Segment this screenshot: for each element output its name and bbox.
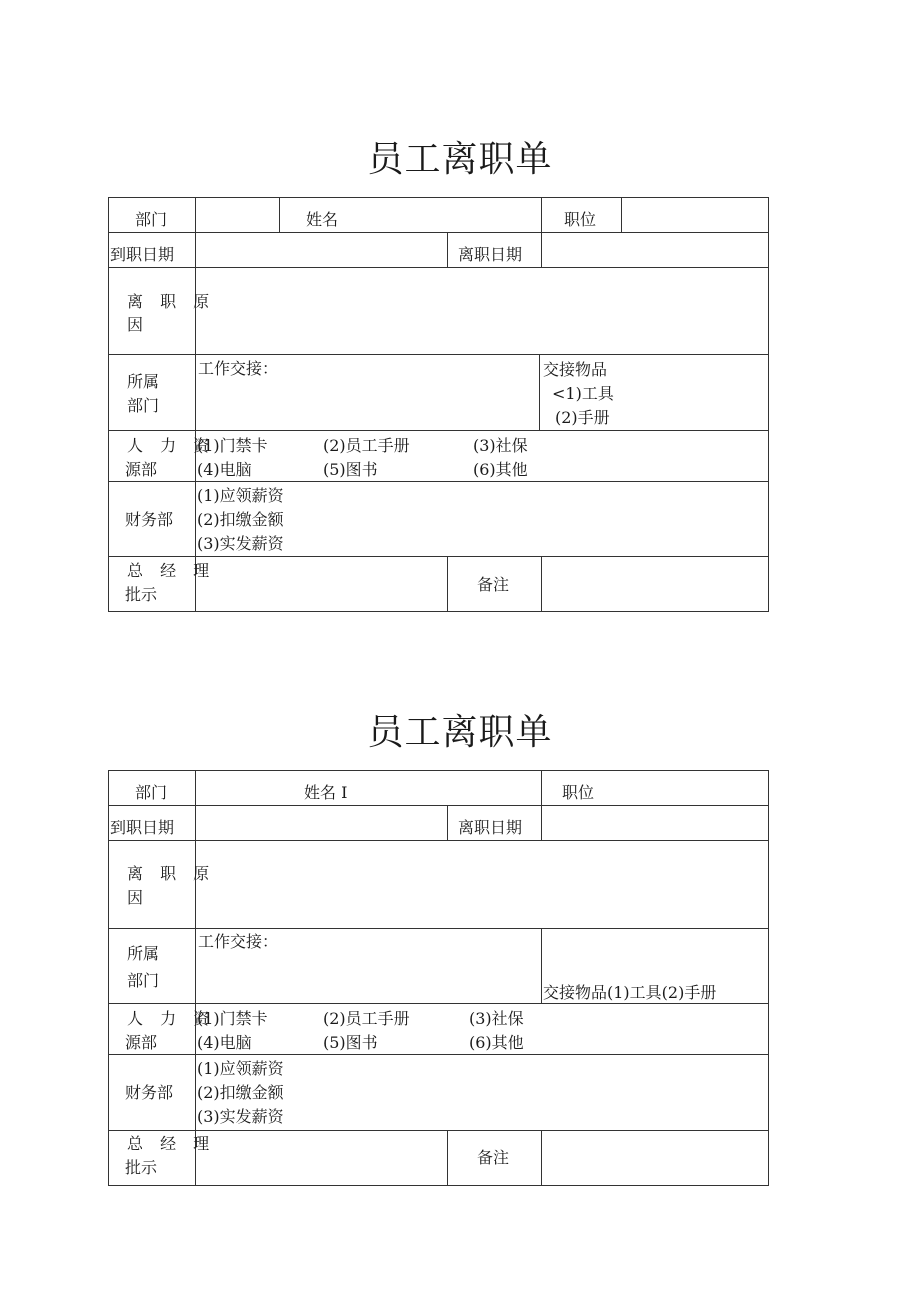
finance-item-payable: (1)应领薪资 [197,486,284,505]
items-tools: <1)工具 [552,384,614,403]
hr-item-other: (6)其他 [473,460,528,479]
position-label: 职位 [562,783,595,802]
dept-label: 部门 [135,210,168,229]
finance-label: 财务部 [125,510,174,529]
items-label: 交接物品 [543,360,608,379]
hr-label-2: 源部 [125,1033,158,1052]
hr-item-social-security: (3)社保 [469,1009,524,1028]
finance-label: 财务部 [125,1083,174,1102]
finance-item-deduction: (2)扣缴金额 [197,510,284,529]
hr-item-handbook: (2)员工手册 [323,1009,410,1028]
reason-label: 离 职 原 [127,864,216,883]
hr-item-other: (6)其他 [469,1033,524,1052]
remark-label: 备注 [477,1148,510,1167]
hr-item-access-card: (1)门禁卡 [197,1009,268,1028]
hr-item-social-security: (3)社保 [473,436,528,455]
hr-item-handbook: (2)员工手册 [323,436,410,455]
reason-label-2: 因 [127,888,144,907]
hr-item-books: (5)图书 [323,460,378,479]
position-label: 职位 [564,210,597,229]
finance-item-net: (3)实发薪资 [197,1107,284,1126]
name-label: 姓名 [306,210,339,229]
finance-item-deduction: (2)扣缴金额 [197,1083,284,1102]
dept-label: 部门 [135,783,168,802]
work-handover-label: 工作交接： [198,932,279,951]
hr-item-books: (5)图书 [323,1033,378,1052]
name-label: 姓名 I [304,783,348,802]
hr-label: 人 力 资 [127,1009,216,1028]
hr-label-2: 源部 [125,460,158,479]
leave-date-label: 离职日期 [458,245,523,264]
hr-item-computer: (4)电脑 [197,460,252,479]
hr-item-computer: (4)电脑 [197,1033,252,1052]
hire-date-label: 到职日期 [110,818,175,837]
own-dept-label: 所属 [127,944,160,963]
gm-label: 总 经 理 [127,1134,216,1153]
items-line: 交接物品(1)工具(2)手册 [543,983,717,1002]
own-dept-label-2: 部门 [127,971,160,990]
hr-label: 人 力 资 [127,436,216,455]
finance-item-payable: (1)应领薪资 [197,1059,284,1078]
own-dept-label-2: 部门 [127,396,160,415]
hr-item-access-card: (1)门禁卡 [197,436,268,455]
leave-date-label: 离职日期 [458,818,523,837]
gm-label-2: 批示 [125,585,158,604]
form1-title: 员工离职单 [367,139,553,180]
reason-label: 离 职 原 [127,292,216,311]
finance-item-net: (3)实发薪资 [197,534,284,553]
gm-label: 总 经 理 [127,561,216,580]
form2-title: 员工离职单 [367,712,553,753]
work-handover-label: 工作交接： [198,359,279,378]
own-dept-label: 所属 [127,372,160,391]
gm-label-2: 批示 [125,1158,158,1177]
remark-label: 备注 [477,575,510,594]
items-manual: (2)手册 [555,408,610,427]
reason-label-2: 因 [127,315,144,334]
hire-date-label: 到职日期 [110,245,175,264]
